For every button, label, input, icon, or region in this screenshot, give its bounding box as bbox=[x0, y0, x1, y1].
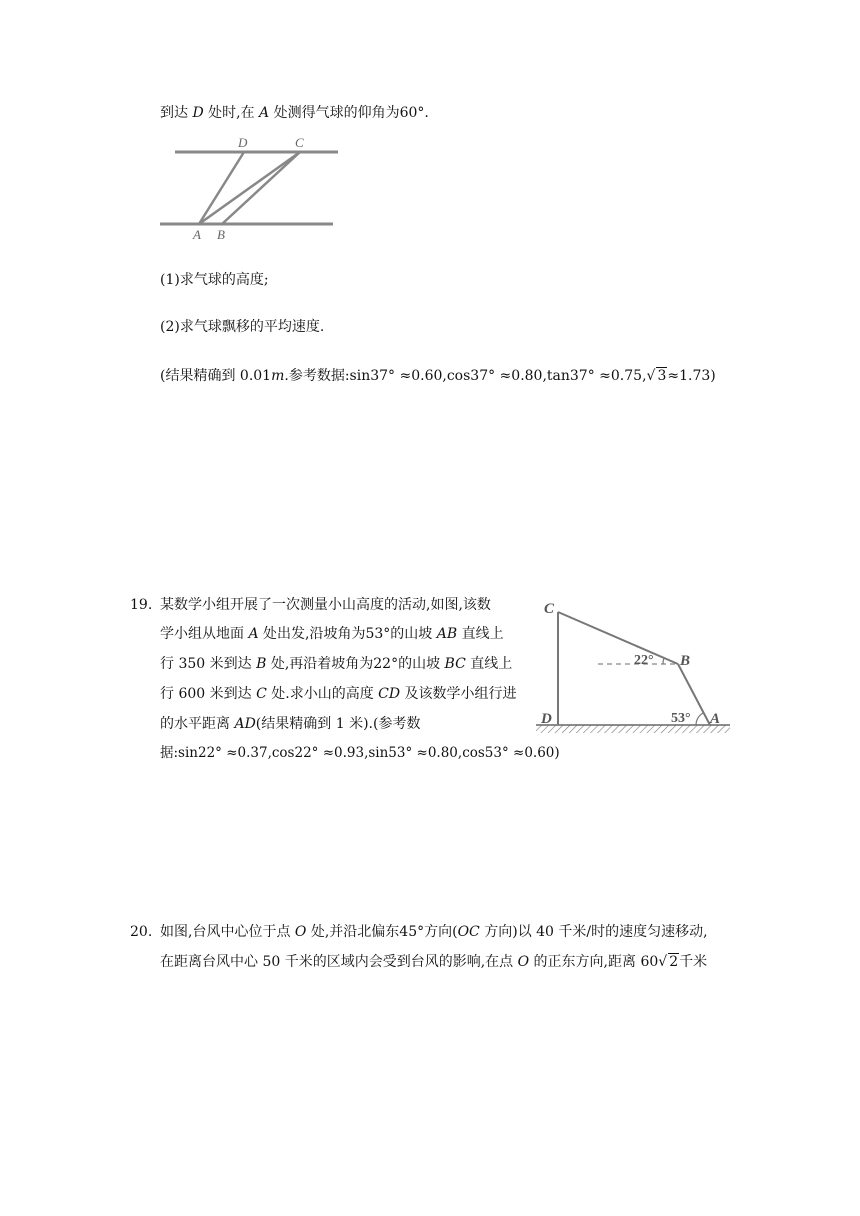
label-A: A bbox=[193, 227, 201, 242]
q19-line-1: 某数学小组开展了一次测量小山高度的活动,如图,该数 bbox=[160, 597, 491, 613]
text-segment: 学小组从地面 bbox=[160, 626, 249, 642]
q18-intro-line bbox=[160, 103, 429, 123]
q20-line-1 bbox=[160, 922, 708, 942]
segment-CB bbox=[558, 612, 678, 664]
text-segment: 如图,台风中心位于点 bbox=[160, 924, 295, 940]
text-segment: 处时,在 bbox=[203, 105, 260, 121]
text-segment: 行 350 米到达 bbox=[160, 656, 257, 672]
q20-line-2 bbox=[160, 952, 707, 972]
segment-label: AB bbox=[436, 626, 458, 642]
q19-number: 19. bbox=[130, 597, 153, 613]
label-D: D bbox=[238, 135, 248, 150]
point-label: D bbox=[192, 105, 204, 121]
segment-label: OC bbox=[457, 924, 480, 940]
point-label: O bbox=[517, 954, 530, 970]
label-B: B bbox=[217, 227, 225, 242]
text-segment: 及该数学小组行进 bbox=[400, 686, 517, 702]
text-segment: 处.求小山的高度 bbox=[266, 686, 379, 702]
text-segment: 处,并沿北偏东45°方向( bbox=[306, 924, 458, 940]
segment-label: BC bbox=[444, 656, 466, 672]
q19-line-5 bbox=[160, 714, 420, 734]
segment-BC bbox=[222, 152, 300, 224]
segment-AD bbox=[199, 152, 244, 224]
text-segment: 千米 bbox=[679, 954, 708, 970]
text-segment: 直线上 bbox=[457, 626, 504, 642]
ground-hatching bbox=[536, 725, 730, 733]
point-label: A bbox=[248, 626, 259, 642]
label-B: B bbox=[680, 653, 691, 669]
unit: m bbox=[271, 368, 285, 384]
label-C: C bbox=[544, 601, 555, 617]
q19-line-4 bbox=[160, 684, 517, 704]
point-label: O bbox=[294, 924, 307, 940]
segment-AC bbox=[199, 152, 300, 224]
label-C: C bbox=[295, 135, 304, 150]
text-segment: 在距离台风中心 50 千米的区域内会受到台风的影响,在点 bbox=[160, 954, 518, 970]
label-D: D bbox=[541, 711, 552, 727]
q18-part1: (1)求气球的高度; bbox=[160, 272, 269, 288]
label-angle-22: 22° bbox=[634, 653, 654, 668]
text-segment: 处测得气球的仰角为60°. bbox=[269, 105, 429, 121]
text-segment: 直线上 bbox=[465, 656, 513, 672]
text-segment: ≈1.73) bbox=[667, 368, 716, 384]
segment-label: AD bbox=[234, 716, 256, 732]
text-segment: (结果精确到 1 米).(参考数 bbox=[255, 716, 421, 732]
q18-part2: (2)求气球飘移的平均速度. bbox=[160, 319, 325, 335]
text-segment: 处,再沿着坡角为22°的山坡 bbox=[266, 656, 445, 672]
text-segment: 的正东方向,距离 60 bbox=[529, 954, 659, 970]
angle-arc-22 bbox=[663, 658, 664, 664]
text-segment: 处出发,沿坡角为53°的山坡 bbox=[258, 626, 437, 642]
q18-note bbox=[160, 366, 716, 386]
q19-hill-figure bbox=[536, 596, 730, 738]
point-label: B bbox=[256, 656, 267, 672]
point-label: C bbox=[256, 686, 267, 702]
point-label: A bbox=[259, 105, 270, 121]
q19-line-2 bbox=[160, 624, 504, 644]
q19-line-3 bbox=[160, 654, 512, 674]
q20-number: 20. bbox=[130, 924, 153, 940]
text-segment: 的水平距离 bbox=[160, 716, 235, 732]
label-A: A bbox=[710, 711, 721, 727]
radicand: 2 bbox=[669, 954, 679, 970]
sqrt-expression: √ 3 bbox=[646, 368, 667, 384]
sqrt-expression: √ 2 bbox=[658, 954, 679, 970]
text-segment: 方向)以 40 千米/时的速度匀速移动, bbox=[479, 924, 708, 940]
text-segment: 行 600 米到达 bbox=[160, 686, 257, 702]
text-segment: 到达 bbox=[160, 105, 193, 121]
angle-arc-53 bbox=[696, 713, 703, 725]
label-angle-53: 53° bbox=[671, 711, 691, 726]
radicand: 3 bbox=[657, 368, 667, 384]
q18-balloon-figure bbox=[155, 133, 345, 243]
segment-label: CD bbox=[378, 686, 401, 702]
q19-line-6: 据:sin22° ≈0.37,cos22° ≈0.93,sin53° ≈0.80,cos53° ≈0.60) bbox=[160, 745, 560, 761]
text-segment: (结果精确到 0.01 bbox=[160, 368, 272, 384]
text-segment: .参考数据:sin37° ≈0.60,cos37° ≈0.80,tan37° ≈0.75, bbox=[284, 368, 647, 384]
